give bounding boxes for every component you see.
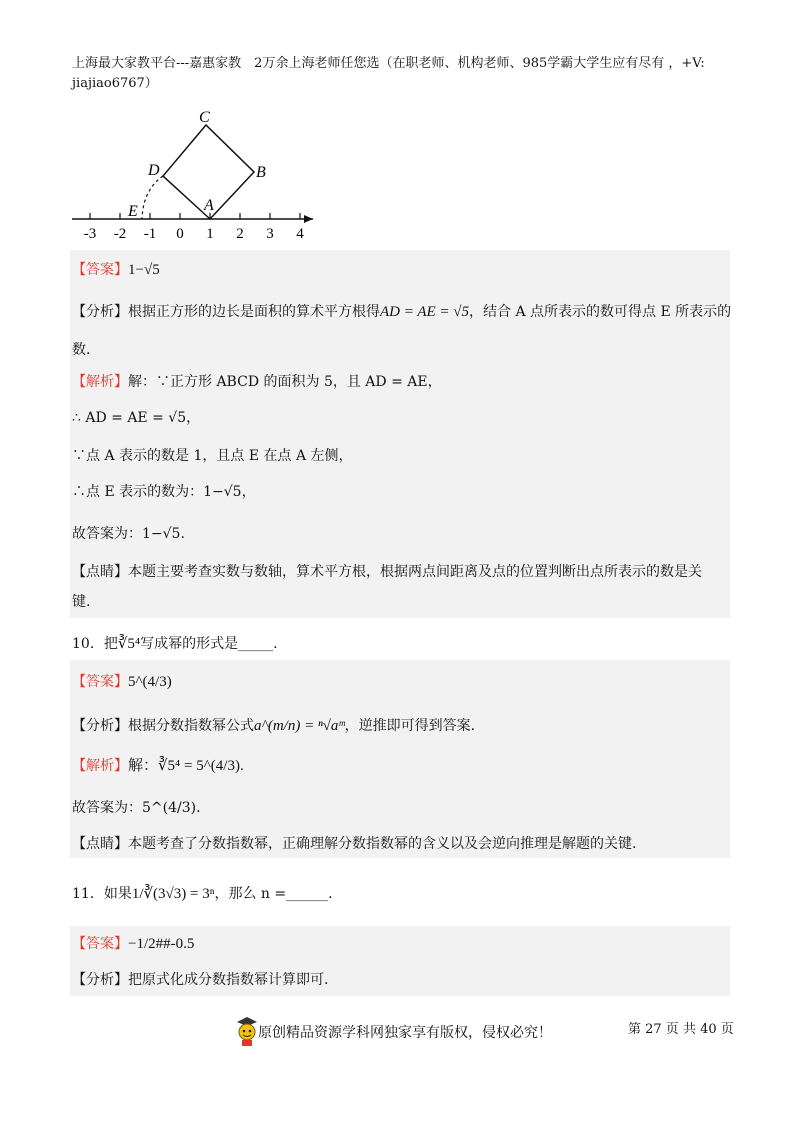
tick-label: 3	[266, 226, 274, 242]
q10-answer: 【答案】5^(4/3)	[72, 674, 172, 690]
q10-prompt: 10．把∛5⁴写成幂的形式是_____.	[72, 636, 278, 652]
q9-answer: 【答案】1−√5	[72, 262, 160, 278]
point-b-label: B	[256, 164, 266, 181]
square-numberline-figure	[68, 100, 328, 245]
q9-solution-step-4: ∴点 E 表示的数为：1−√5，	[72, 484, 256, 500]
point-a-label: A	[204, 197, 214, 214]
q11-answer: 【答案】−1/2##-0.5	[72, 936, 195, 952]
q9-answer-value: 1−√5	[128, 262, 160, 278]
header-line-2: jiajiao6767）	[72, 76, 158, 91]
q10-comment: 【点睛】本题考查了分数指数幂，正确理解分数指数幂的含义以及会逆向推理是解题的关键.	[72, 836, 637, 852]
tick-label: 0	[176, 226, 184, 242]
footer-page-number: 第 27 页 共 40 页	[628, 1022, 734, 1037]
q9-solution-step-2: ∴ AD = AE = √5，	[72, 410, 201, 426]
footer-copyright: 原创精品资源学科网独家享有版权，侵权必究！	[258, 1025, 552, 1041]
q10-solution: 【解析】解：∛5⁴ = 5^(4/3).	[72, 758, 244, 774]
q9-analysis: 【分析】根据正方形的边长是面积的算术平方根得AD = AE = √5，结合 A 点所表示的数可得点 E 所表示的	[72, 304, 732, 320]
q11-answer-value: −1/2##-0.5	[128, 936, 195, 952]
q9-analysis-cont: 数.	[72, 342, 91, 358]
tick-label: -1	[143, 226, 157, 242]
q10-answer-value: 5^(4/3)	[128, 674, 172, 690]
mascot-icon	[234, 1014, 260, 1048]
q11-prompt: 11．如果1/∛(3√3) = 3ⁿ，那么 n =______.	[72, 886, 333, 902]
q10-analysis: 【分析】根据分数指数幂公式a^(m/n) = ⁿ√aᵐ，逆推即可得到答案.	[72, 718, 476, 734]
q9-solution-step-5: 故答案为：1−√5.	[72, 526, 185, 542]
point-d-label: D	[148, 162, 160, 179]
point-c-label: C	[199, 109, 210, 126]
tick-label: 1	[206, 226, 214, 242]
q9-comment: 【点睛】本题主要考查实数与数轴，算术平方根，根据两点间距离及点的位置判断出点所表示的数是关	[72, 564, 702, 580]
point-e-label: E	[128, 203, 138, 220]
page-header	[72, 54, 732, 94]
q10-solution-step-2: 故答案为：5^(4/3).	[72, 800, 201, 816]
tick-label: -2	[113, 226, 127, 242]
tick-label: -3	[83, 226, 97, 242]
q9-comment-cont: 键.	[72, 594, 91, 610]
header-line-1: 上海最大家教平台---嘉惠家教 2万余上海老师任您选（在职老师、机构老师、985学霸大学生应有尽有 ，+V:	[72, 56, 705, 71]
tick-label: 2	[236, 226, 244, 242]
q9-solution: 【解析】解：∵正方形 ABCD 的面积为 5，且 AD = AE，	[72, 374, 442, 390]
tick-label: 4	[296, 226, 304, 242]
q11-analysis: 【分析】把原式化成分数指数幂计算即可.	[72, 972, 329, 988]
q9-solution-step-3: ∵点 A 表示的数是 1，且点 E 在点 A 左侧，	[72, 448, 353, 464]
